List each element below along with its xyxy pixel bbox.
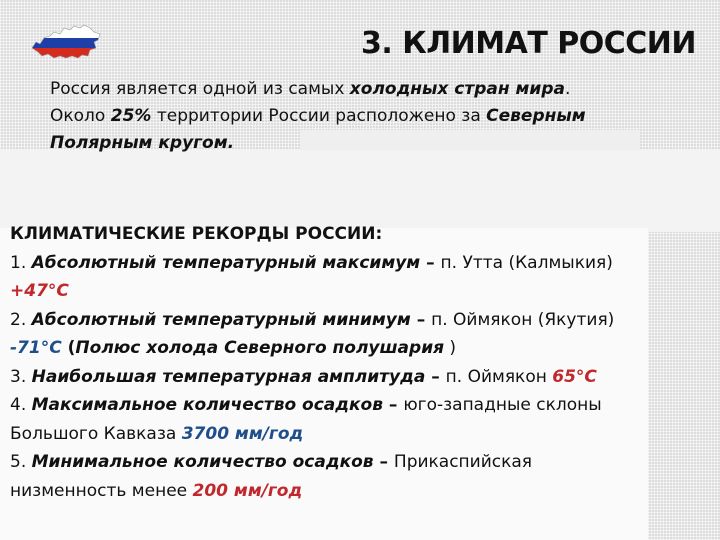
record-number: 1.	[10, 252, 32, 273]
record-number: 5.	[10, 452, 32, 472]
intro-text: территории России расположено за	[151, 106, 487, 126]
record-name: Минимальное количество осадков	[31, 452, 374, 472]
record-value: -71°С	[10, 338, 62, 358]
record-4	[10, 391, 715, 420]
intro-text: .	[565, 79, 571, 99]
record-place: Большого Кавказа	[10, 423, 182, 444]
record-1-value-line	[10, 277, 715, 306]
record-value: 3700 мм/год	[181, 423, 304, 444]
intro-paragraph	[50, 76, 670, 157]
record-name: Абсолютный температурный минимум	[31, 309, 411, 330]
record-3	[10, 363, 715, 392]
record-number: 3.	[10, 366, 32, 387]
record-4-value-line	[10, 420, 715, 449]
record-place: низменность менее	[10, 480, 193, 501]
record-place: п. Утта (Калмыкия)	[440, 252, 613, 273]
record-value: +47°С	[10, 281, 69, 301]
record-value: 200 мм/год	[192, 480, 303, 501]
record-2	[10, 306, 715, 335]
records-heading: КЛИМАТИЧЕСКИЕ РЕКОРДЫ РОССИИ:	[10, 224, 383, 244]
record-dash: –	[382, 395, 404, 415]
intro-line-2	[50, 103, 670, 130]
record-1	[10, 249, 715, 278]
intro-text: Россия является одной из самых	[50, 79, 350, 99]
record-place: Прикаспийская	[393, 452, 533, 472]
record-paren: (	[61, 338, 76, 358]
intro-line-3	[50, 130, 670, 157]
record-dash: –	[410, 309, 432, 330]
intro-text: Около	[50, 106, 111, 126]
page-title: 3. КЛИМАТ РОССИИ	[361, 26, 696, 61]
russia-flag-map-icon	[30, 22, 102, 62]
record-number: 4.	[10, 395, 32, 415]
record-paren: )	[444, 338, 457, 358]
record-name: Абсолютный температурный максимум	[31, 252, 421, 273]
intro-line-1	[50, 76, 670, 103]
record-5	[10, 448, 715, 477]
record-name: Максимальное количество осадков	[31, 395, 383, 415]
intro-emphasis: 25%	[110, 106, 152, 126]
intro-emphasis: Северным	[486, 106, 586, 126]
record-5-value-line	[10, 477, 715, 506]
record-place: юго-западные склоны	[403, 395, 602, 415]
record-dash: –	[425, 366, 446, 387]
record-dash: –	[373, 452, 394, 472]
record-place: п. Оймякон (Якутия)	[431, 309, 615, 330]
intro-emphasis: холодных стран мира	[349, 79, 565, 99]
intro-emphasis: Полярным кругом.	[50, 133, 235, 153]
record-dash: –	[420, 252, 441, 273]
record-value: 65°С	[552, 366, 597, 387]
record-2-value-line	[10, 334, 715, 363]
record-number: 2.	[10, 309, 32, 330]
record-name: Наибольшая температурная амплитуда	[31, 366, 426, 387]
climate-records-list	[10, 220, 715, 505]
record-place: п. Оймякон	[445, 366, 553, 387]
record-note: Полюс холода Северного полушария	[75, 338, 445, 358]
